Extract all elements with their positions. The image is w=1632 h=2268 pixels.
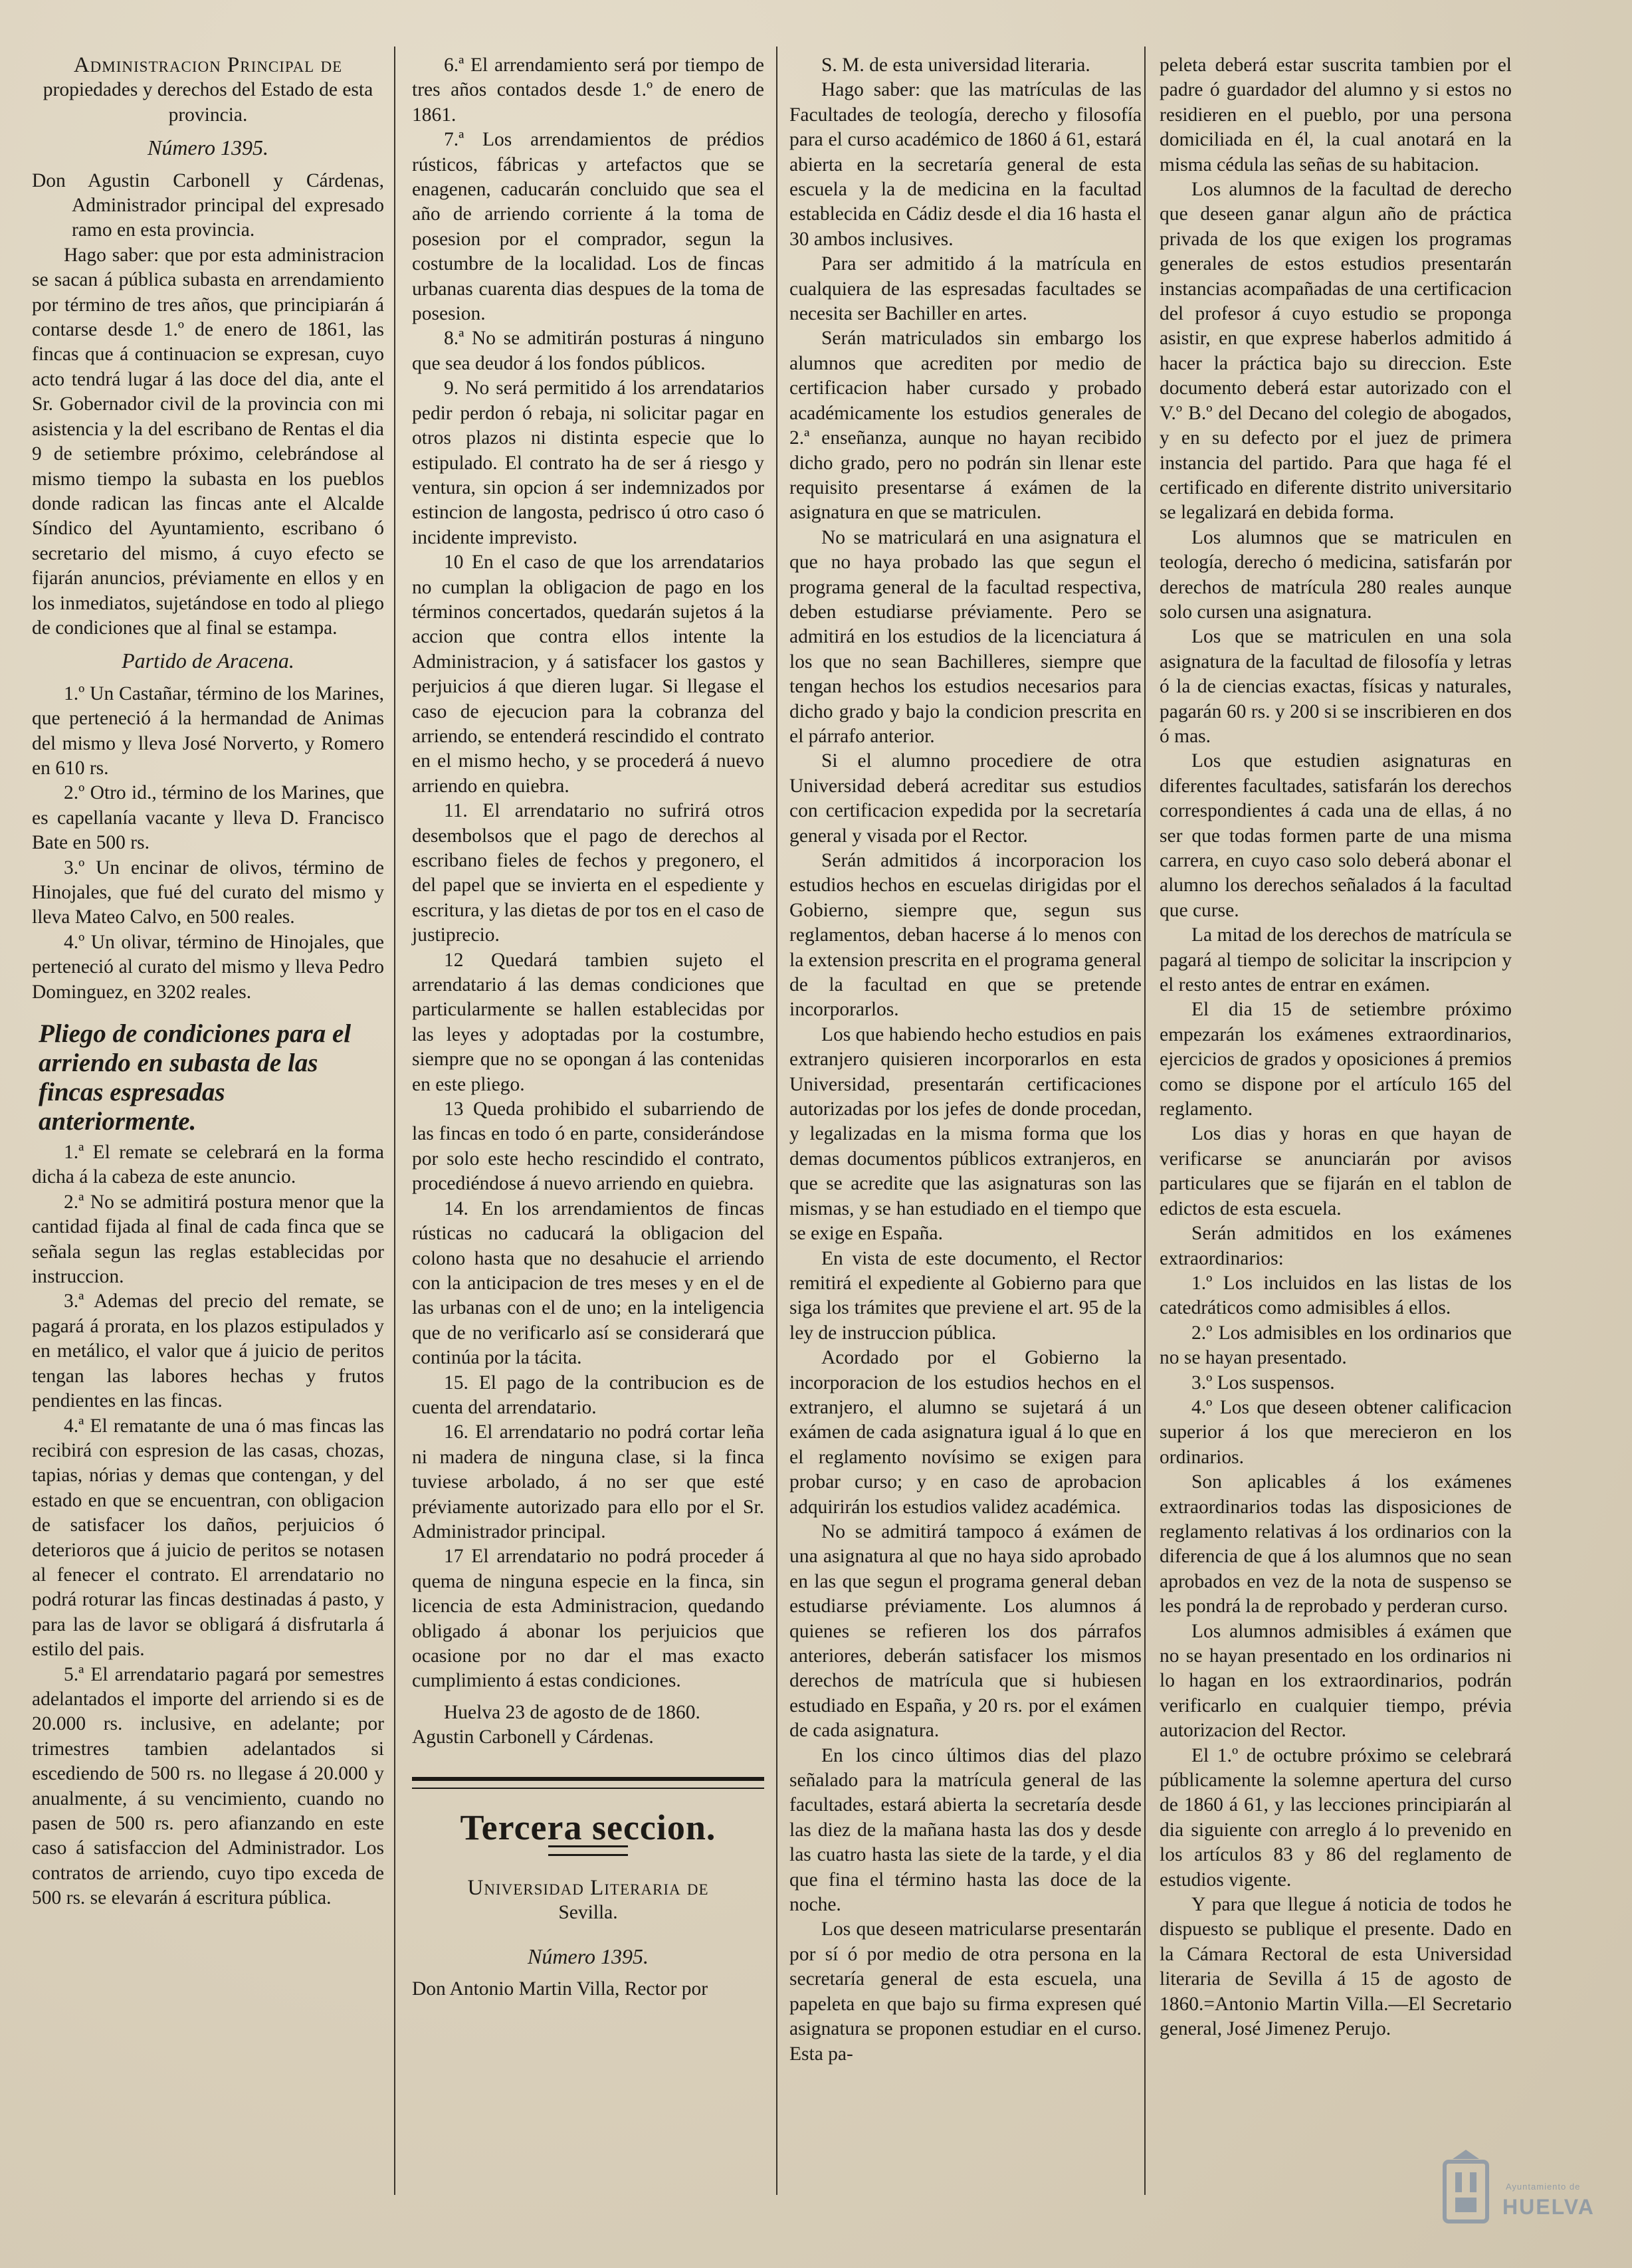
section-divider — [412, 1777, 764, 1789]
column-4 — [1160, 53, 1512, 2042]
district-heading: Partido de Aracena. — [122, 649, 294, 673]
paragraph: Acordado por el Gobierno la incorporacion de los estudios hechos en el extranjero, el alumno se sujetará á un exámen de cada asignatura igual á lo que en el reglamento novísimo se exigen para probar curso; y en caso de aprobacion adquirirán los estudios validez académica. — [789, 1347, 1142, 1518]
paragraph: Los que habiendo hecho estudios en pais extranjero quisieren incorporarlos en esta Universidad, presentarán certificaciones autorizadas por los jefes de donde procedan, y legalizadas en la misma forma que los demas documentos públicos extranjeros, en que se acredite que las asignaturas son las mismas, y se han estudiado en el tiempo que se exige en España. — [789, 1023, 1142, 1245]
paragraph: Serán admitidos á incorporacion los estudios hechos en escuelas dirigidas por el Gobierno, siempre que, segun sus reglamentos, deban hacerse á lo menos con la extension prescrita en el programa general de la facultad en que se pretende incorporarlos. — [789, 850, 1142, 1021]
paragraph: El 1.º de octubre próximo se celebrará públicamente la solemne apertura del curso de 1860 á 61, y las lecciones principiarán al dia siguiente con arreglo á lo prevenido en los artículos 83 y 86 del reglamento de estudios vigente. — [1160, 1744, 1512, 1891]
property-item: 3.º Un encinar de olivos, término de Hinojales, que fué del curato del mismo y lleva Mateo Calvo, en 500 reales. — [32, 857, 384, 928]
paragraph: Los dias y horas en que hayan de verificarse se anunciarán por avisos particulares que se fijarán en el tablon de edictos de esta escuela. — [1160, 1123, 1512, 1219]
section-title: Administracion Principal de — [73, 53, 343, 77]
condition-item: 7.ª Los arrendamientos de prédios rústicos, fábricas y artefactos que se enagenen, caducarán concluido que sea el año de arriendo corriente á la toma de posesion por el comprador, segun la costumbre de la localidad. Los de fincas urbanas cuarenta dias despues de la toma de posesion. — [412, 129, 764, 325]
university-city: Sevilla. — [558, 1902, 618, 1924]
paragraph: Son aplicables á los exámenes extraordinarios todas las disposiciones de reglamento relativas á los ordinarios con la diferencia de que á los alumnos que no sean aprobados en vez de la nota de suspenso se les pondrá la de reprobado y perderan curso. — [1160, 1471, 1512, 1617]
condition-item: 10 En el caso de que los arrendatarios no cumplan la obligacion de pago en los términos concertados, quedarán sujetos á la accion que contra ellos intente la Administracion, y á satisfacer los gastos y perjuicios á que dieren lugar. Si llegase el caso de ejecucion para la cobranza del arriendo, se entenderá rescindido el contrato en el mismo hecho, y se procederá á nuevo arriendo en quiebra. — [412, 552, 764, 797]
column-3 — [789, 53, 1142, 2067]
notice-date: Huelva 23 de agosto de de 1860. — [444, 1701, 700, 1723]
condition-item: 6.ª El arrendamiento será por tiempo de tres años contados desde 1.º de enero de 1861. — [412, 54, 764, 126]
condition-item: 2.ª No se admitirá postura menor que la cantidad fijada al final de cada finca que se señala segun las reglas establecidas por instruccion. — [32, 1191, 384, 1288]
condition-item: 5.ª El arrendatario pagará por semestres adelantados el importe del arriendo si es de 20.000 rs. inclusive, en adelante; por trimestres tambien adelantados si escediendo de 500 rs. no llegase á 20.000 y anualmente, á su vencimiento, cuando no pasen de 500 rs. pero afianzando en este caso á satisfaccion del Administrador. Los contratos de arriendo, cuyo tipo exceda de 500 rs. se elevarán á escritura pública. — [32, 1663, 384, 1909]
paragraph: En los cinco últimos dias del plazo señalado para la matrícula general de las facultades, estará abierta la secretaría desde las diez de la mañana hasta las dos y desde las cuatro hasta las siete de la tarde, y el dia que fina el término hasta las doce de la noche. — [789, 1744, 1142, 1916]
column-rule — [776, 47, 777, 2195]
paragraph: Don Agustin Carbonell y Cárdenas, Administrador principal del expresado ramo en esta provincia. — [32, 169, 384, 241]
watermark-subtitle: Ayuntamiento de — [1506, 2182, 1581, 2192]
notice-number: Número 1395. — [148, 136, 268, 160]
paragraph: El dia 15 de setiembre próximo empezarán los exámenes extraordinarios, ejercicios de grados y oposiciones á premios como se dispone por el artículo 165 del reglamento. — [1160, 999, 1512, 1120]
coat-of-arms-icon — [1439, 2148, 1492, 2228]
rector-intro: Don Antonio Martin Villa, Rector por — [412, 1978, 708, 2000]
condition-item: 3.ª Ademas del precio del remate, se pagará á prorata, en los plazos estipulados y en metálico, el valor que á juicio de peritos tengan las labores hechas y frutos pendientes en las fincas. — [32, 1290, 384, 1412]
notice-signer: Agustin Carbonell y Cárdenas. — [412, 1726, 654, 1748]
condition-item: 1.ª El remate se celebrará en la forma dicha á la cabeza de este anuncio. — [32, 1142, 384, 1188]
section-subtitle: propiedades y derechos del Estado de esta provincia. — [43, 79, 373, 126]
paragraph: Los que se matriculen en una sola asignatura de la facultad de filosofía y letras ó la de ciencias exactas, físicas y naturales, pagarán 60 rs. y 200 si se inscribieren en dos ó mas. — [1160, 626, 1512, 747]
conditions-heading: Pliego de condiciones para el arriendo en subasta de las fincas espresadas anteriormente. — [39, 1019, 352, 1136]
condition-item: 14. En los arrendamientos de fincas rústicas no caducará la obligacion del colono hasta que no desahucie el arriendo con la anticipacion de tres meses y en el de las urbanas con el de uno; en la inteligencia que de no verificarlo así se considerará que continúa por la tácita. — [412, 1197, 764, 1369]
column-1 — [32, 53, 384, 1911]
paragraph: Los que deseen matricularse presentarán por sí ó por medio de otra persona en la secretaría general de esta escuela, una papeleta en que bajo su firma expresen qué asignatura se proponen estudiar en el curso. Esta pa- — [789, 1918, 1142, 2065]
paragraph: Si el alumno procediere de otra Universidad deberá acreditar sus estudios con certificacion expedida por la secretaría general y visada por el Rector. — [789, 750, 1142, 847]
exam-item: 2.º Los admisibles en los ordinarios que no se hayan presentado. — [1160, 1322, 1512, 1369]
condition-item: 17 El arrendatario no podrá proceder á quema de ninguna especie en la finca, sin licencia de esta Administracion, quedando obligado á abonar los perjuicios que ocasione por no dar el mas exacto cumplimiento á estas condiciones. — [412, 1546, 764, 1692]
condition-item: 13 Queda prohibido el subarriendo de las fincas en todo ó en parte, considerándose por solo este hecho rescindido el contrato, procediéndose á nuevo arriendo en quiebra. — [412, 1098, 764, 1195]
column-2 — [412, 53, 764, 2002]
exam-item: 4.º Los que deseen obtener calificacion superior á los que merecieron en los ordinarios. — [1160, 1396, 1512, 1468]
third-section-title: Tercera seccion. — [460, 1807, 716, 1847]
paragraph: Serán admitidos en los exámenes extraordinarios: — [1160, 1223, 1512, 1269]
paragraph: Y para que llegue á noticia de todos he dispuesto se publique el presente. Dado en la Cámara Rectoral de esta Universidad literaria de Sevilla á 15 de agosto de 1860.=Antonio Martin Villa.—El Secretario general, José Jimenez Perujo. — [1160, 1894, 1512, 2040]
property-item: 4.º Un olivar, término de Hinojales, que perteneció al curato del mismo y lleva Pedro Dominguez, en 3202 reales. — [32, 931, 384, 1003]
paragraph: En vista de este documento, el Rector remitirá el expediente al Gobierno para que siga los trámites que previene el art. 95 de la ley de instruccion pública. — [789, 1247, 1142, 1344]
condition-item: 4.ª El rematante de una ó mas fincas las recibirá con espresion de las casas, chozas, tapias, nórias y demas que contengan, y del estado en que se encuentran, con obligacion de satisfacer los daños, perjuicios ó deterioros que á juicio de peritos se notasen al fenecer el contrato. El arrendatario no podrá roturar las fincas destinadas á pasto, y para las de lavor se obligará á disfrutarla á estilo del pais. — [32, 1415, 384, 1661]
paragraph: Para ser admitido á la matrícula en cualquiera de las espresadas facultades se necesita ser Bachiller en artes. — [789, 253, 1142, 325]
paragraph: peleta deberá estar suscrita tambien por el padre ó guardador del alumno y si estos no residieren en el pueblo, por una persona domiciliada en él, la cual anotará en la misma cédula las señas de su habitacion. — [1160, 54, 1512, 175]
paragraph: Hago saber: que las matrículas de las Facultades de teología, derecho y filosofía para el curso académico de 1860 á 61, estará abierta en la secretaría general de esta escuela y la de medicina en la facultad establecida en Cádiz desde el dia 16 hasta el 30 ambos inclusives. — [789, 79, 1142, 250]
exam-item: 1.º Los incluidos en las listas de los catedráticos como admisibles á ellos. — [1160, 1272, 1512, 1319]
paragraph: Hago saber: que por esta administracion se sacan á pública subasta en arrendamiento por término de tres años, que principiarán á contarse desde 1.º de enero de 1861, las fincas que á continuacion se expresan, cuyo acto tendrá lugar á las doce del dia, ante el Sr. Gobernador civil de la provincia con mi asistencia y la del escribano de Rentas el dia 9 de setiembre próximo, celebrándose al mismo tiempo la subasta en los pueblos donde radican las fincas ante el Alcalde Síndico del Ayuntamiento, escribano ó secretario del mismo, á cuyo efecto se fijarán anuncios, préviamente en ellos y en los inmediatos, sujetándose en todo al pliego de condiciones que al final se estampa. — [32, 244, 384, 639]
condition-item: 11. El arrendatario no sufrirá otros desembolsos que el pago de derechos al escribano fieles de fechos y pregonero, el del papel que se invierta en el espediente y escritura, y las dietas de por tos en el caso de justiprecio. — [412, 800, 764, 946]
exam-item: 3.º Los suspensos. — [1191, 1372, 1335, 1393]
paragraph: S. M. de esta universidad literaria. — [821, 54, 1090, 76]
condition-item: 16. El arrendatario no podrá cortar leña ni madera de ninguna clase, si la finca tuviese arbolado, á no ser que esté préviamente autorizado para ello por el Sr. Administrador principal. — [412, 1421, 764, 1542]
condition-item: 15. El pago de la contribucion es de cuenta del arrendatario. — [412, 1372, 764, 1418]
archive-watermark — [1439, 2148, 1595, 2241]
paragraph: La mitad de los derechos de matrícula se pagará al tiempo de solicitar la inscripcion y el resto antes de entrar en exámen. — [1160, 924, 1512, 996]
column-rule — [394, 47, 395, 2195]
condition-item: 12 Quedará tambien sujeto el arrendatario á las demas condiciones que particularmente se hallen establecidas por las leyes y adoptadas por la costumbre, siempre que no se opongan á las contenidas en este pliego. — [412, 949, 764, 1095]
property-item: 2.º Otro id., término de los Marines, que es capellanía vacante y lleva D. Francisco Bate en 500 rs. — [32, 782, 384, 854]
paragraph: Los que estudien asignaturas en diferentes facultades, satisfarán los derechos correspondientes á cada una de ellas, á no ser que todas formen parte de una misma carrera, en cuyo caso solo deberá abonar el alumno los derechos señalados á la facultad que curse. — [1160, 750, 1512, 921]
paragraph: No se admitirá tampoco á exámen de una asignatura al que no haya sido aprobado en las que segun el programa general deban estudiarse préviamente. Los alumnos á quienes se refieren los dos párrafos anteriores, deberán satisfacer los mismos derechos de matrícula que si hubiesen estudiado en España, y 20 rs. por el exámen de cada asignatura. — [789, 1520, 1142, 1742]
condition-item: 8.ª No se admitirán posturas á ninguno que sea deudor á los fondos públicos. — [412, 328, 764, 374]
paragraph: No se matriculará en una asignatura el que no haya probado las que segun el programa general de la facultad respectiva, deben estudiarse préviamente. Pero se admitirá en los estudios de la licenciatura á los que no sean Bachilleres, siempre que tengan hechos los estudios necesarios para dicho grado y bajo la condicion prescrita en el párrafo anterior. — [789, 526, 1142, 747]
property-item: 1.º Un Castañar, término de los Marines, que perteneció á la hermandad de Animas del mismo y lleva José Norverto, y Romero en 610 rs. — [32, 682, 384, 779]
paragraph: Los alumnos de la facultad de derecho que deseen ganar algun año de práctica privada de los que exigen los programas generales de estos estudios presentarán instancias acompañadas de una certificacion del profesor á cuyo estudio se proponga asistir, en que exprese haberlos admitido á hacer la práctica bajo su direccion. Este documento deberá estar autorizado con el V.º B.º del Decano del colegio de abogados, y en su defecto por el juez de primera instancia del partido. Para que haga fé el certificado en diferente distrito universitario se legalizará en debida forma. — [1160, 179, 1512, 524]
paragraph: Los alumnos que se matriculen en teología, derecho ó medicina, satisfarán por derechos de matrícula 280 reales aunque solo cursen una asignatura. — [1160, 526, 1512, 623]
condition-item: 9. No será permitido á los arrendatarios pedir perdon ó rebaja, ni solicitar pagar en otros plazos ni distinta especie que lo estipulado. El contrato ha de ser á riesgo y ventura, sin opcion á ser indemnizados por estincion de langosta, pedrisco ú otro caso ó incidente imprevisto. — [412, 377, 764, 548]
column-rule — [1144, 47, 1146, 2195]
university-title: Universidad Literaria de — [467, 1876, 709, 1901]
paragraph: Los alumnos admisibles á exámen que no se hayan presentado en los ordinarios ni lo hagan en los extraordinarios, podrán verificarlo en cualquier tiempo, prévia autorizacion del Rector. — [1160, 1620, 1512, 1742]
notice-number: Número 1395. — [528, 1944, 649, 1968]
watermark-label: HUELVA — [1502, 2195, 1595, 2219]
paragraph: Serán matriculados sin embargo los alumnos que acrediten por medio de certificacion haber cursado y probado académicamente los estudios generales de 2.ª enseñanza, aunque no hayan recibido dicho grado, pero no podrán sin llenar este requisito presentarse á exámen de la asignatura en que se matriculen. — [789, 328, 1142, 524]
